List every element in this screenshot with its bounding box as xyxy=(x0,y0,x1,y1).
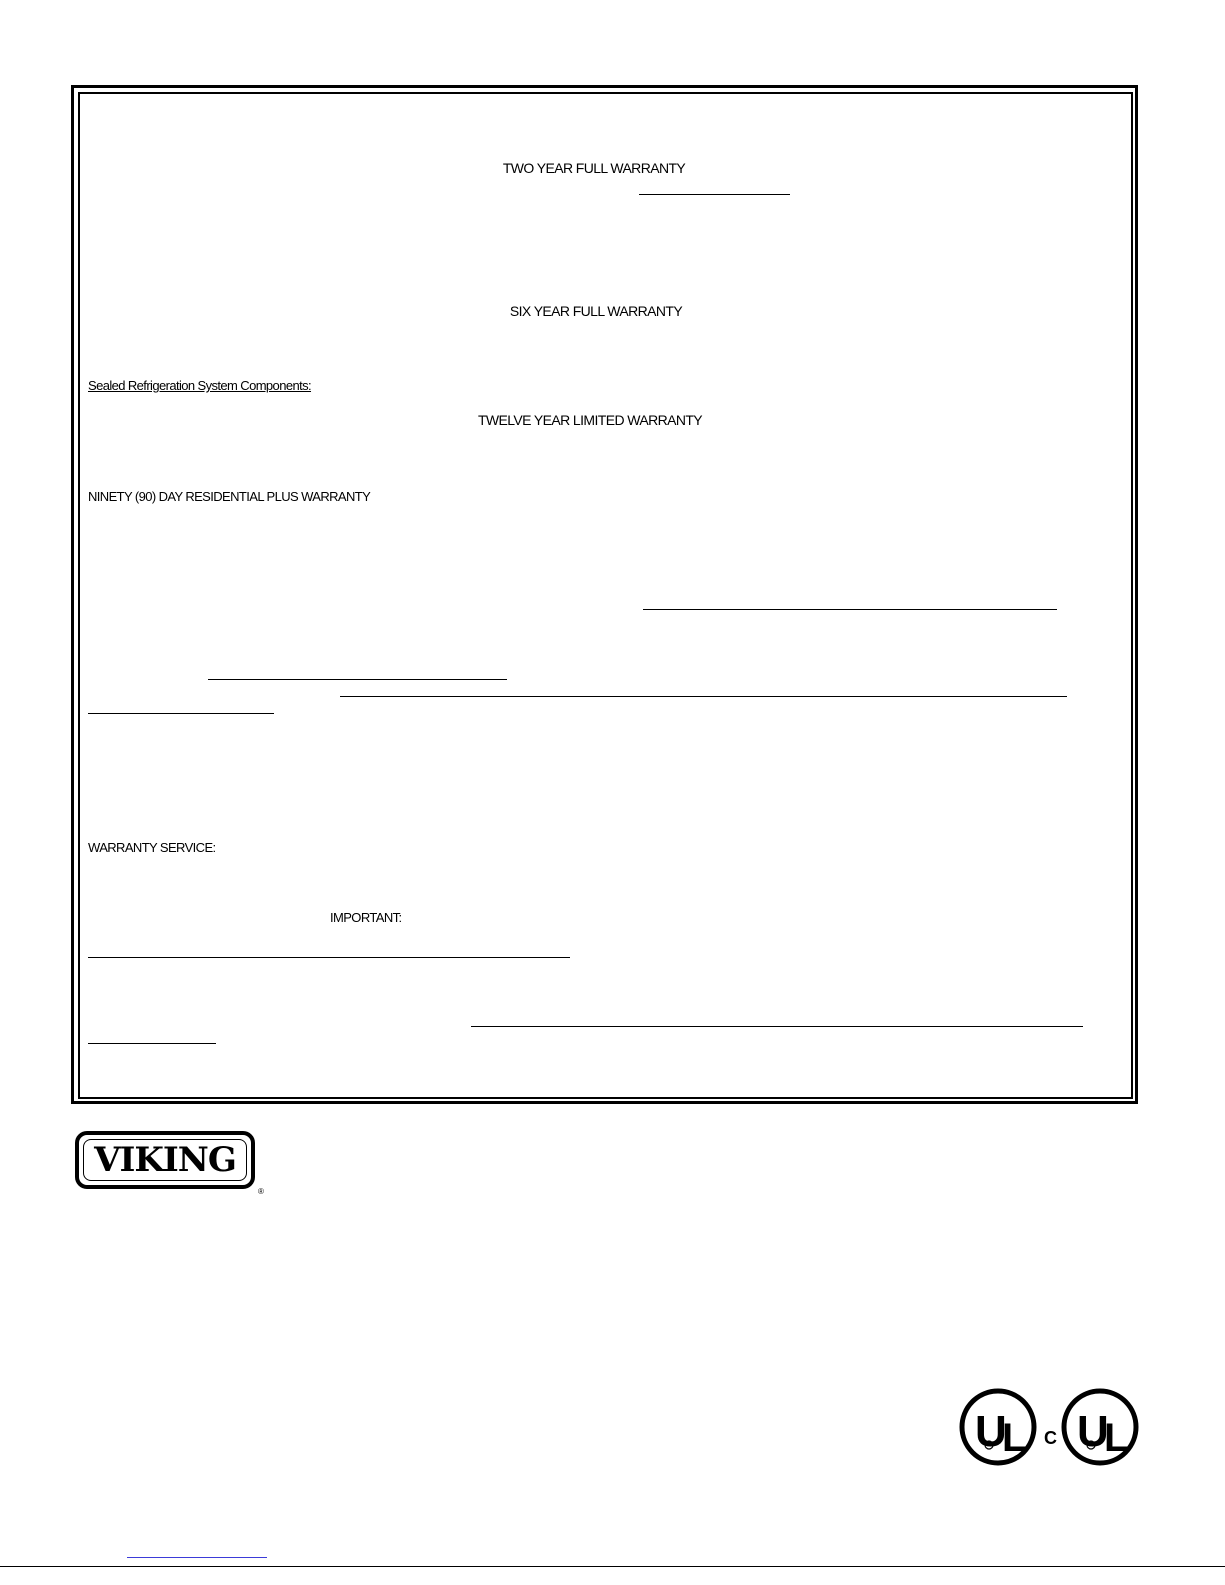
svg-text:L: L xyxy=(1002,1416,1027,1460)
warranty-service-label: WARRANTY SERVICE: xyxy=(88,840,216,855)
logo-text: VIKING xyxy=(94,1140,236,1180)
twelve-year-heading: TWELVE YEAR LIMITED WARRANTY xyxy=(477,412,703,428)
underline-rule xyxy=(340,696,1067,697)
registered-mark: ® xyxy=(258,1187,264,1196)
sealed-components-label: Sealed Refrigeration System Components: xyxy=(88,378,312,393)
underline-rule xyxy=(643,609,1057,610)
svg-text:L: L xyxy=(1104,1416,1129,1460)
ul-mark-svg xyxy=(958,1383,1142,1471)
footer-link-underline[interactable] xyxy=(127,1557,267,1558)
bottom-rule xyxy=(0,1566,1225,1567)
underline-rule xyxy=(208,679,507,680)
ul-certification-mark xyxy=(958,1383,1142,1471)
svg-text:U: U xyxy=(1077,1407,1109,1456)
six-year-heading: SIX YEAR FULL WARRANTY xyxy=(509,303,683,319)
warranty-frame-inner xyxy=(78,92,1133,1099)
underline-rule xyxy=(88,957,570,958)
svg-text:U: U xyxy=(975,1407,1007,1456)
underline-rule xyxy=(88,713,274,714)
important-label: IMPORTANT: xyxy=(330,910,402,925)
underline-rule xyxy=(639,194,790,195)
underline-rule xyxy=(471,1026,1083,1027)
two-year-heading: TWO YEAR FULL WARRANTY xyxy=(502,160,686,176)
cert-c-letter: C xyxy=(1044,1428,1057,1448)
ninety-day-heading: NINETY (90) DAY RESIDENTIAL PLUS WARRANTY xyxy=(88,489,371,504)
viking-logo xyxy=(75,1131,255,1189)
underline-rule xyxy=(88,1043,216,1044)
